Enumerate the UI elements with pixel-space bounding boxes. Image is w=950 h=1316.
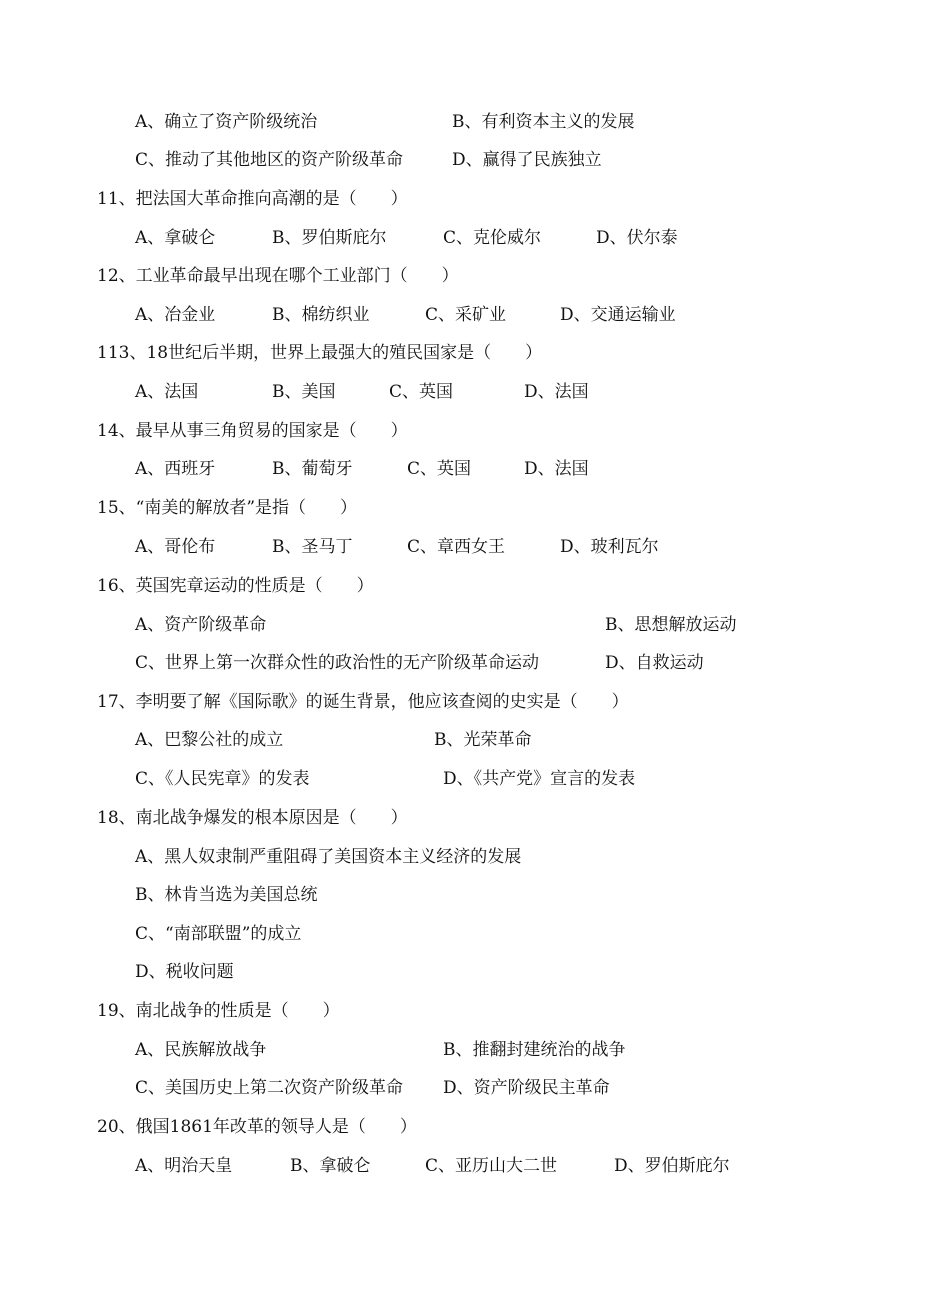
q16-option-a: A、资产阶级革命 <box>135 615 267 635</box>
q17-stem: 17、李明要了解《国际歌》的诞生背景，他应该查阅的史实是（ ） <box>97 692 629 712</box>
q14-option-a: A、西班牙 <box>135 459 216 479</box>
q19-option-d: D、资产阶级民主革命 <box>443 1078 610 1098</box>
q15-option-b: B、圣马丁 <box>272 537 353 557</box>
q14-option-d: D、法国 <box>524 459 589 479</box>
q16-option-c: C、世界上第一次群众性的政治性的无产阶级革命运动 <box>135 653 540 673</box>
q11-option-b: B、罗伯斯庇尔 <box>272 228 387 248</box>
q19-stem: 19、南北战争的性质是（ ） <box>97 1001 340 1021</box>
q14-option-c: C、英国 <box>407 459 472 479</box>
q11-stem: 11、把法国大革命推向高潮的是（ ） <box>97 189 408 209</box>
q12-option-a: A、冶金业 <box>135 305 216 325</box>
q12-stem: 12、工业革命最早出现在哪个工业部门（ ） <box>97 266 459 286</box>
q16-option-d: D、自救运动 <box>605 653 704 673</box>
q11-option-d: D、伏尔泰 <box>596 228 678 248</box>
q18-option-b: B、林肯当选为美国总统 <box>135 885 318 905</box>
q10-option-c: C、推动了其他地区的资产阶级革命 <box>135 150 404 170</box>
q20-option-d: D、罗伯斯庇尔 <box>614 1156 730 1176</box>
q13-stem: 113、18世纪后半期，世界上最强大的殖民国家是（ ） <box>97 343 543 363</box>
q17-option-d: D、《共产党》宣言的发表 <box>443 769 636 789</box>
q18-stem: 18、南北战争爆发的根本原因是（ ） <box>97 808 408 828</box>
q13-option-b: B、美国 <box>272 382 336 402</box>
q17-option-a: A、巴黎公社的成立 <box>135 730 284 750</box>
q19-option-b: B、推翻封建统治的战争 <box>443 1040 626 1060</box>
q17-option-c: C、《人民宪章》的发表 <box>135 769 310 789</box>
q18-option-d: D、税收问题 <box>135 962 234 982</box>
q18-option-a: A、黑人奴隶制严重阻碍了美国资本主义经济的发展 <box>135 847 522 867</box>
q20-option-c: C、亚历山大二世 <box>425 1156 558 1176</box>
q11-option-c: C、克伦威尔 <box>443 228 542 248</box>
q12-option-d: D、交通运输业 <box>560 305 676 325</box>
q13-option-c: C、英国 <box>389 382 454 402</box>
q15-stem: 15、“南美的解放者”是指（ ） <box>97 498 358 518</box>
q12-option-c: C、采矿业 <box>425 305 507 325</box>
q16-option-b: B、思想解放运动 <box>605 615 737 635</box>
q18-option-c: C、“南部联盟”的成立 <box>135 924 302 944</box>
q17-option-b: B、光荣革命 <box>434 730 532 750</box>
q10-option-b: B、有利资本主义的发展 <box>452 112 635 132</box>
q16-stem: 16、英国宪章运动的性质是（ ） <box>97 576 374 596</box>
q15-option-d: D、玻利瓦尔 <box>560 537 659 557</box>
q19-option-a: A、民族解放战争 <box>135 1040 267 1060</box>
q10-option-a: A、确立了资产阶级统治 <box>135 112 318 132</box>
q14-stem: 14、最早从事三角贸易的国家是（ ） <box>97 421 408 441</box>
q13-option-d: D、法国 <box>524 382 589 402</box>
q10-option-d: D、赢得了民族独立 <box>452 150 602 170</box>
q11-option-a: A、拿破仑 <box>135 228 216 248</box>
q14-option-b: B、葡萄牙 <box>272 459 353 479</box>
q19-option-c: C、美国历史上第二次资产阶级革命 <box>135 1078 404 1098</box>
q20-option-a: A、明治天皇 <box>135 1156 233 1176</box>
q20-stem: 20、俄国1861年改革的领导人是（ ） <box>97 1117 417 1137</box>
q15-option-a: A、哥伦布 <box>135 537 216 557</box>
q20-option-b: B、拿破仑 <box>290 1156 371 1176</box>
q12-option-b: B、棉纺织业 <box>272 305 370 325</box>
q15-option-c: C、章西女王 <box>407 537 506 557</box>
q13-option-a: A、法国 <box>135 382 199 402</box>
